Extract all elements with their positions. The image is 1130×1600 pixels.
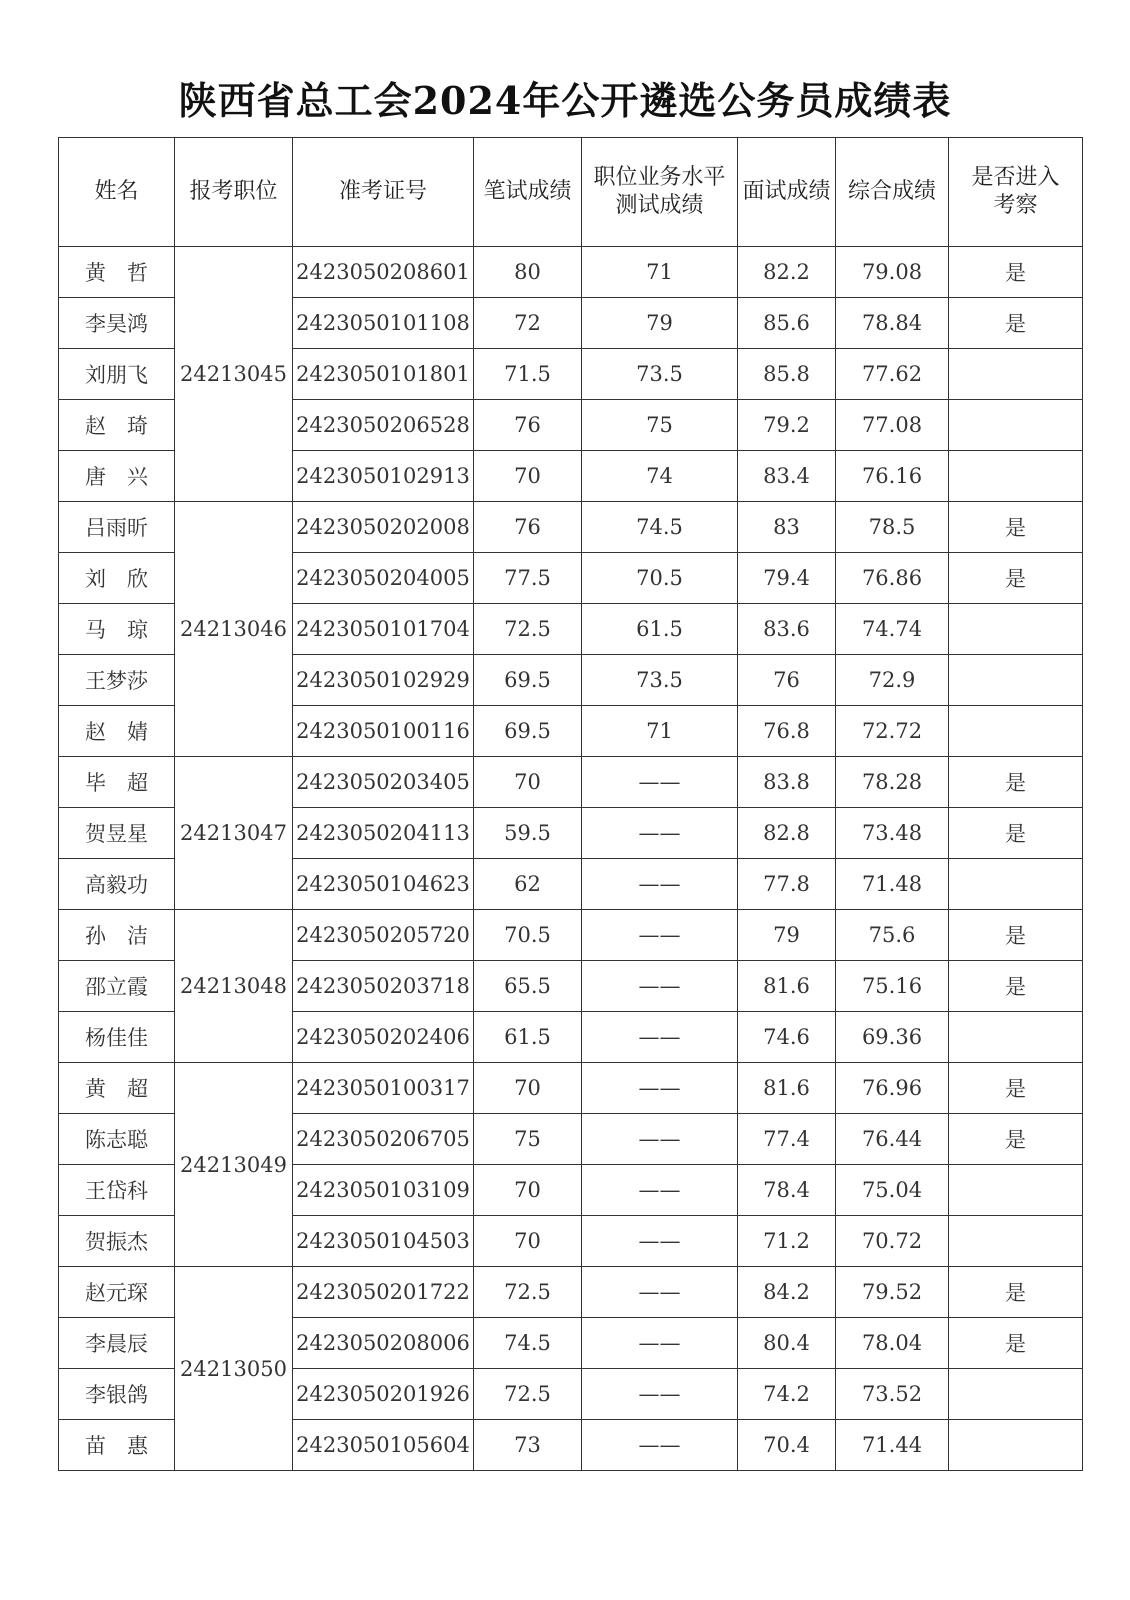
ticket-number: 2423050202008 xyxy=(293,502,474,553)
candidate-name: 贺昱星 xyxy=(59,808,175,859)
advance-status xyxy=(949,349,1083,400)
advance-status xyxy=(949,400,1083,451)
candidate-name: 李晨辰 xyxy=(59,1318,175,1369)
interview-score: 77.8 xyxy=(738,859,836,910)
total-score: 73.52 xyxy=(836,1369,949,1420)
interview-score: 76 xyxy=(738,655,836,706)
position-code: 24213045 xyxy=(175,247,293,502)
table-row xyxy=(59,1267,1083,1318)
candidate-name: 苗 惠 xyxy=(59,1420,175,1471)
skill-test-score: —— xyxy=(582,757,738,808)
candidate-name: 毕 超 xyxy=(59,757,175,808)
written-score: 75 xyxy=(474,1114,582,1165)
written-score: 72.5 xyxy=(474,604,582,655)
ticket-number: 2423050101801 xyxy=(293,349,474,400)
total-score: 70.72 xyxy=(836,1216,949,1267)
advance-status xyxy=(949,859,1083,910)
advance-status: 是 xyxy=(949,757,1083,808)
candidate-name: 邵立霞 xyxy=(59,961,175,1012)
written-score: 77.5 xyxy=(474,553,582,604)
total-score: 79.08 xyxy=(836,247,949,298)
skill-test-score: —— xyxy=(582,808,738,859)
written-score: 72.5 xyxy=(474,1369,582,1420)
candidate-name: 李昊鸿 xyxy=(59,298,175,349)
candidate-name: 高毅功 xyxy=(59,859,175,910)
interview-score: 83 xyxy=(738,502,836,553)
written-score: 70 xyxy=(474,1063,582,1114)
ticket-number: 2423050206528 xyxy=(293,400,474,451)
candidate-name: 赵 琦 xyxy=(59,400,175,451)
interview-score: 79 xyxy=(738,910,836,961)
advance-status xyxy=(949,1012,1083,1063)
skill-test-score: 75 xyxy=(582,400,738,451)
total-score: 75.16 xyxy=(836,961,949,1012)
interview-score: 74.2 xyxy=(738,1369,836,1420)
score-table xyxy=(58,137,1083,1471)
interview-score: 83.6 xyxy=(738,604,836,655)
interview-score: 80.4 xyxy=(738,1318,836,1369)
interview-score: 79.2 xyxy=(738,400,836,451)
header-skill-line1: 职位业务水平 xyxy=(593,165,726,190)
skill-test-score: 73.5 xyxy=(582,655,738,706)
candidate-name: 王梦莎 xyxy=(59,655,175,706)
position-code: 24213046 xyxy=(175,502,293,757)
skill-test-score: —— xyxy=(582,961,738,1012)
candidate-name: 黄 超 xyxy=(59,1063,175,1114)
advance-status: 是 xyxy=(949,1063,1083,1114)
total-score: 76.96 xyxy=(836,1063,949,1114)
interview-score: 84.2 xyxy=(738,1267,836,1318)
written-score: 71.5 xyxy=(474,349,582,400)
ticket-number: 2423050203405 xyxy=(293,757,474,808)
ticket-number: 2423050105604 xyxy=(293,1420,474,1471)
candidate-name: 贺振杰 xyxy=(59,1216,175,1267)
candidate-name: 吕雨昕 xyxy=(59,502,175,553)
candidate-name: 王岱科 xyxy=(59,1165,175,1216)
skill-test-score: 70.5 xyxy=(582,553,738,604)
total-score: 69.36 xyxy=(836,1012,949,1063)
skill-test-score: 79 xyxy=(582,298,738,349)
advance-status: 是 xyxy=(949,502,1083,553)
total-score: 74.74 xyxy=(836,604,949,655)
page-title: 陕西省总工会2024年公开遴选公务员成绩表 xyxy=(178,78,952,123)
total-score: 73.48 xyxy=(836,808,949,859)
ticket-number: 2423050202406 xyxy=(293,1012,474,1063)
total-score: 76.16 xyxy=(836,451,949,502)
skill-test-score: —— xyxy=(582,1216,738,1267)
interview-score: 83.8 xyxy=(738,757,836,808)
advance-status: 是 xyxy=(949,553,1083,604)
table-row xyxy=(59,910,1083,961)
header-total: 综合成绩 xyxy=(836,138,949,247)
skill-test-score: 74 xyxy=(582,451,738,502)
candidate-name: 黄 哲 xyxy=(59,247,175,298)
written-score: 70 xyxy=(474,1165,582,1216)
skill-test-score: —— xyxy=(582,1012,738,1063)
table-row xyxy=(59,247,1083,298)
interview-score: 85.6 xyxy=(738,298,836,349)
total-score: 78.04 xyxy=(836,1318,949,1369)
written-score: 65.5 xyxy=(474,961,582,1012)
position-code: 24213048 xyxy=(175,910,293,1063)
ticket-number: 2423050201722 xyxy=(293,1267,474,1318)
ticket-number: 2423050102929 xyxy=(293,655,474,706)
advance-status: 是 xyxy=(949,961,1083,1012)
total-score: 76.44 xyxy=(836,1114,949,1165)
ticket-number: 2423050104623 xyxy=(293,859,474,910)
ticket-number: 2423050204005 xyxy=(293,553,474,604)
written-score: 69.5 xyxy=(474,706,582,757)
written-score: 73 xyxy=(474,1420,582,1471)
header-advance-line2: 考察 xyxy=(993,193,1038,218)
interview-score: 77.4 xyxy=(738,1114,836,1165)
ticket-number: 2423050204113 xyxy=(293,808,474,859)
written-score: 74.5 xyxy=(474,1318,582,1369)
written-score: 59.5 xyxy=(474,808,582,859)
skill-test-score: —— xyxy=(582,1369,738,1420)
total-score: 71.48 xyxy=(836,859,949,910)
written-score: 70.5 xyxy=(474,910,582,961)
written-score: 80 xyxy=(474,247,582,298)
skill-test-score: 73.5 xyxy=(582,349,738,400)
header-name: 姓名 xyxy=(59,138,175,247)
skill-test-score: —— xyxy=(582,1267,738,1318)
written-score: 70 xyxy=(474,757,582,808)
skill-test-score: —— xyxy=(582,1114,738,1165)
header-skill xyxy=(582,138,738,247)
header-row xyxy=(59,138,1083,247)
candidate-name: 刘朋飞 xyxy=(59,349,175,400)
total-score: 72.72 xyxy=(836,706,949,757)
interview-score: 74.6 xyxy=(738,1012,836,1063)
candidate-name: 陈志聪 xyxy=(59,1114,175,1165)
written-score: 76 xyxy=(474,502,582,553)
written-score: 76 xyxy=(474,400,582,451)
advance-status xyxy=(949,706,1083,757)
interview-score: 83.4 xyxy=(738,451,836,502)
ticket-number: 2423050103109 xyxy=(293,1165,474,1216)
ticket-number: 2423050104503 xyxy=(293,1216,474,1267)
advance-status xyxy=(949,1420,1083,1471)
written-score: 61.5 xyxy=(474,1012,582,1063)
ticket-number: 2423050101108 xyxy=(293,298,474,349)
score-table-body xyxy=(59,247,1083,1471)
position-code: 24213047 xyxy=(175,757,293,910)
skill-test-score: —— xyxy=(582,910,738,961)
advance-status: 是 xyxy=(949,1318,1083,1369)
interview-score: 81.6 xyxy=(738,961,836,1012)
total-score: 75.04 xyxy=(836,1165,949,1216)
ticket-number: 2423050203718 xyxy=(293,961,474,1012)
skill-test-score: 71 xyxy=(582,247,738,298)
skill-test-score: 74.5 xyxy=(582,502,738,553)
table-row xyxy=(59,1063,1083,1114)
position-code: 24213049 xyxy=(175,1063,293,1267)
ticket-number: 2423050206705 xyxy=(293,1114,474,1165)
total-score: 76.86 xyxy=(836,553,949,604)
written-score: 72.5 xyxy=(474,1267,582,1318)
total-score: 78.28 xyxy=(836,757,949,808)
advance-status xyxy=(949,451,1083,502)
total-score: 79.52 xyxy=(836,1267,949,1318)
ticket-number: 2423050208601 xyxy=(293,247,474,298)
table-row xyxy=(59,502,1083,553)
advance-status: 是 xyxy=(949,298,1083,349)
advance-status xyxy=(949,604,1083,655)
header-advance xyxy=(949,138,1083,247)
interview-score: 76.8 xyxy=(738,706,836,757)
interview-score: 79.4 xyxy=(738,553,836,604)
candidate-name: 唐 兴 xyxy=(59,451,175,502)
total-score: 77.08 xyxy=(836,400,949,451)
candidate-name: 赵元琛 xyxy=(59,1267,175,1318)
ticket-number: 2423050100116 xyxy=(293,706,474,757)
interview-score: 82.2 xyxy=(738,247,836,298)
written-score: 72 xyxy=(474,298,582,349)
interview-score: 70.4 xyxy=(738,1420,836,1471)
skill-test-score: —— xyxy=(582,1165,738,1216)
advance-status: 是 xyxy=(949,247,1083,298)
skill-test-score: —— xyxy=(582,859,738,910)
ticket-number: 2423050101704 xyxy=(293,604,474,655)
total-score: 72.9 xyxy=(836,655,949,706)
candidate-name: 孙 洁 xyxy=(59,910,175,961)
advance-status xyxy=(949,1216,1083,1267)
written-score: 70 xyxy=(474,1216,582,1267)
candidate-name: 赵 婧 xyxy=(59,706,175,757)
advance-status: 是 xyxy=(949,910,1083,961)
total-score: 78.84 xyxy=(836,298,949,349)
interview-score: 85.8 xyxy=(738,349,836,400)
advance-status xyxy=(949,655,1083,706)
candidate-name: 杨佳佳 xyxy=(59,1012,175,1063)
advance-status: 是 xyxy=(949,1267,1083,1318)
ticket-number: 2423050100317 xyxy=(293,1063,474,1114)
header-skill-line2: 测试成绩 xyxy=(615,193,704,218)
advance-status xyxy=(949,1165,1083,1216)
ticket-number: 2423050201926 xyxy=(293,1369,474,1420)
interview-score: 71.2 xyxy=(738,1216,836,1267)
skill-test-score: —— xyxy=(582,1318,738,1369)
ticket-number: 2423050102913 xyxy=(293,451,474,502)
skill-test-score: 61.5 xyxy=(582,604,738,655)
total-score: 75.6 xyxy=(836,910,949,961)
table-row xyxy=(59,757,1083,808)
header-ticket: 准考证号 xyxy=(293,138,474,247)
candidate-name: 李银鸽 xyxy=(59,1369,175,1420)
skill-test-score: 71 xyxy=(582,706,738,757)
ticket-number: 2423050205720 xyxy=(293,910,474,961)
written-score: 62 xyxy=(474,859,582,910)
total-score: 78.5 xyxy=(836,502,949,553)
position-code: 24213050 xyxy=(175,1267,293,1471)
advance-status xyxy=(949,1369,1083,1420)
ticket-number: 2423050208006 xyxy=(293,1318,474,1369)
written-score: 69.5 xyxy=(474,655,582,706)
candidate-name: 马 琼 xyxy=(59,604,175,655)
header-written: 笔试成绩 xyxy=(474,138,582,247)
skill-test-score: —— xyxy=(582,1063,738,1114)
advance-status: 是 xyxy=(949,1114,1083,1165)
candidate-name: 刘 欣 xyxy=(59,553,175,604)
header-advance-line1: 是否进入 xyxy=(971,165,1060,190)
header-position: 报考职位 xyxy=(175,138,293,247)
interview-score: 78.4 xyxy=(738,1165,836,1216)
total-score: 77.62 xyxy=(836,349,949,400)
interview-score: 81.6 xyxy=(738,1063,836,1114)
header-interview: 面试成绩 xyxy=(738,138,836,247)
skill-test-score: —— xyxy=(582,1420,738,1471)
interview-score: 82.8 xyxy=(738,808,836,859)
written-score: 70 xyxy=(474,451,582,502)
advance-status: 是 xyxy=(949,808,1083,859)
total-score: 71.44 xyxy=(836,1420,949,1471)
